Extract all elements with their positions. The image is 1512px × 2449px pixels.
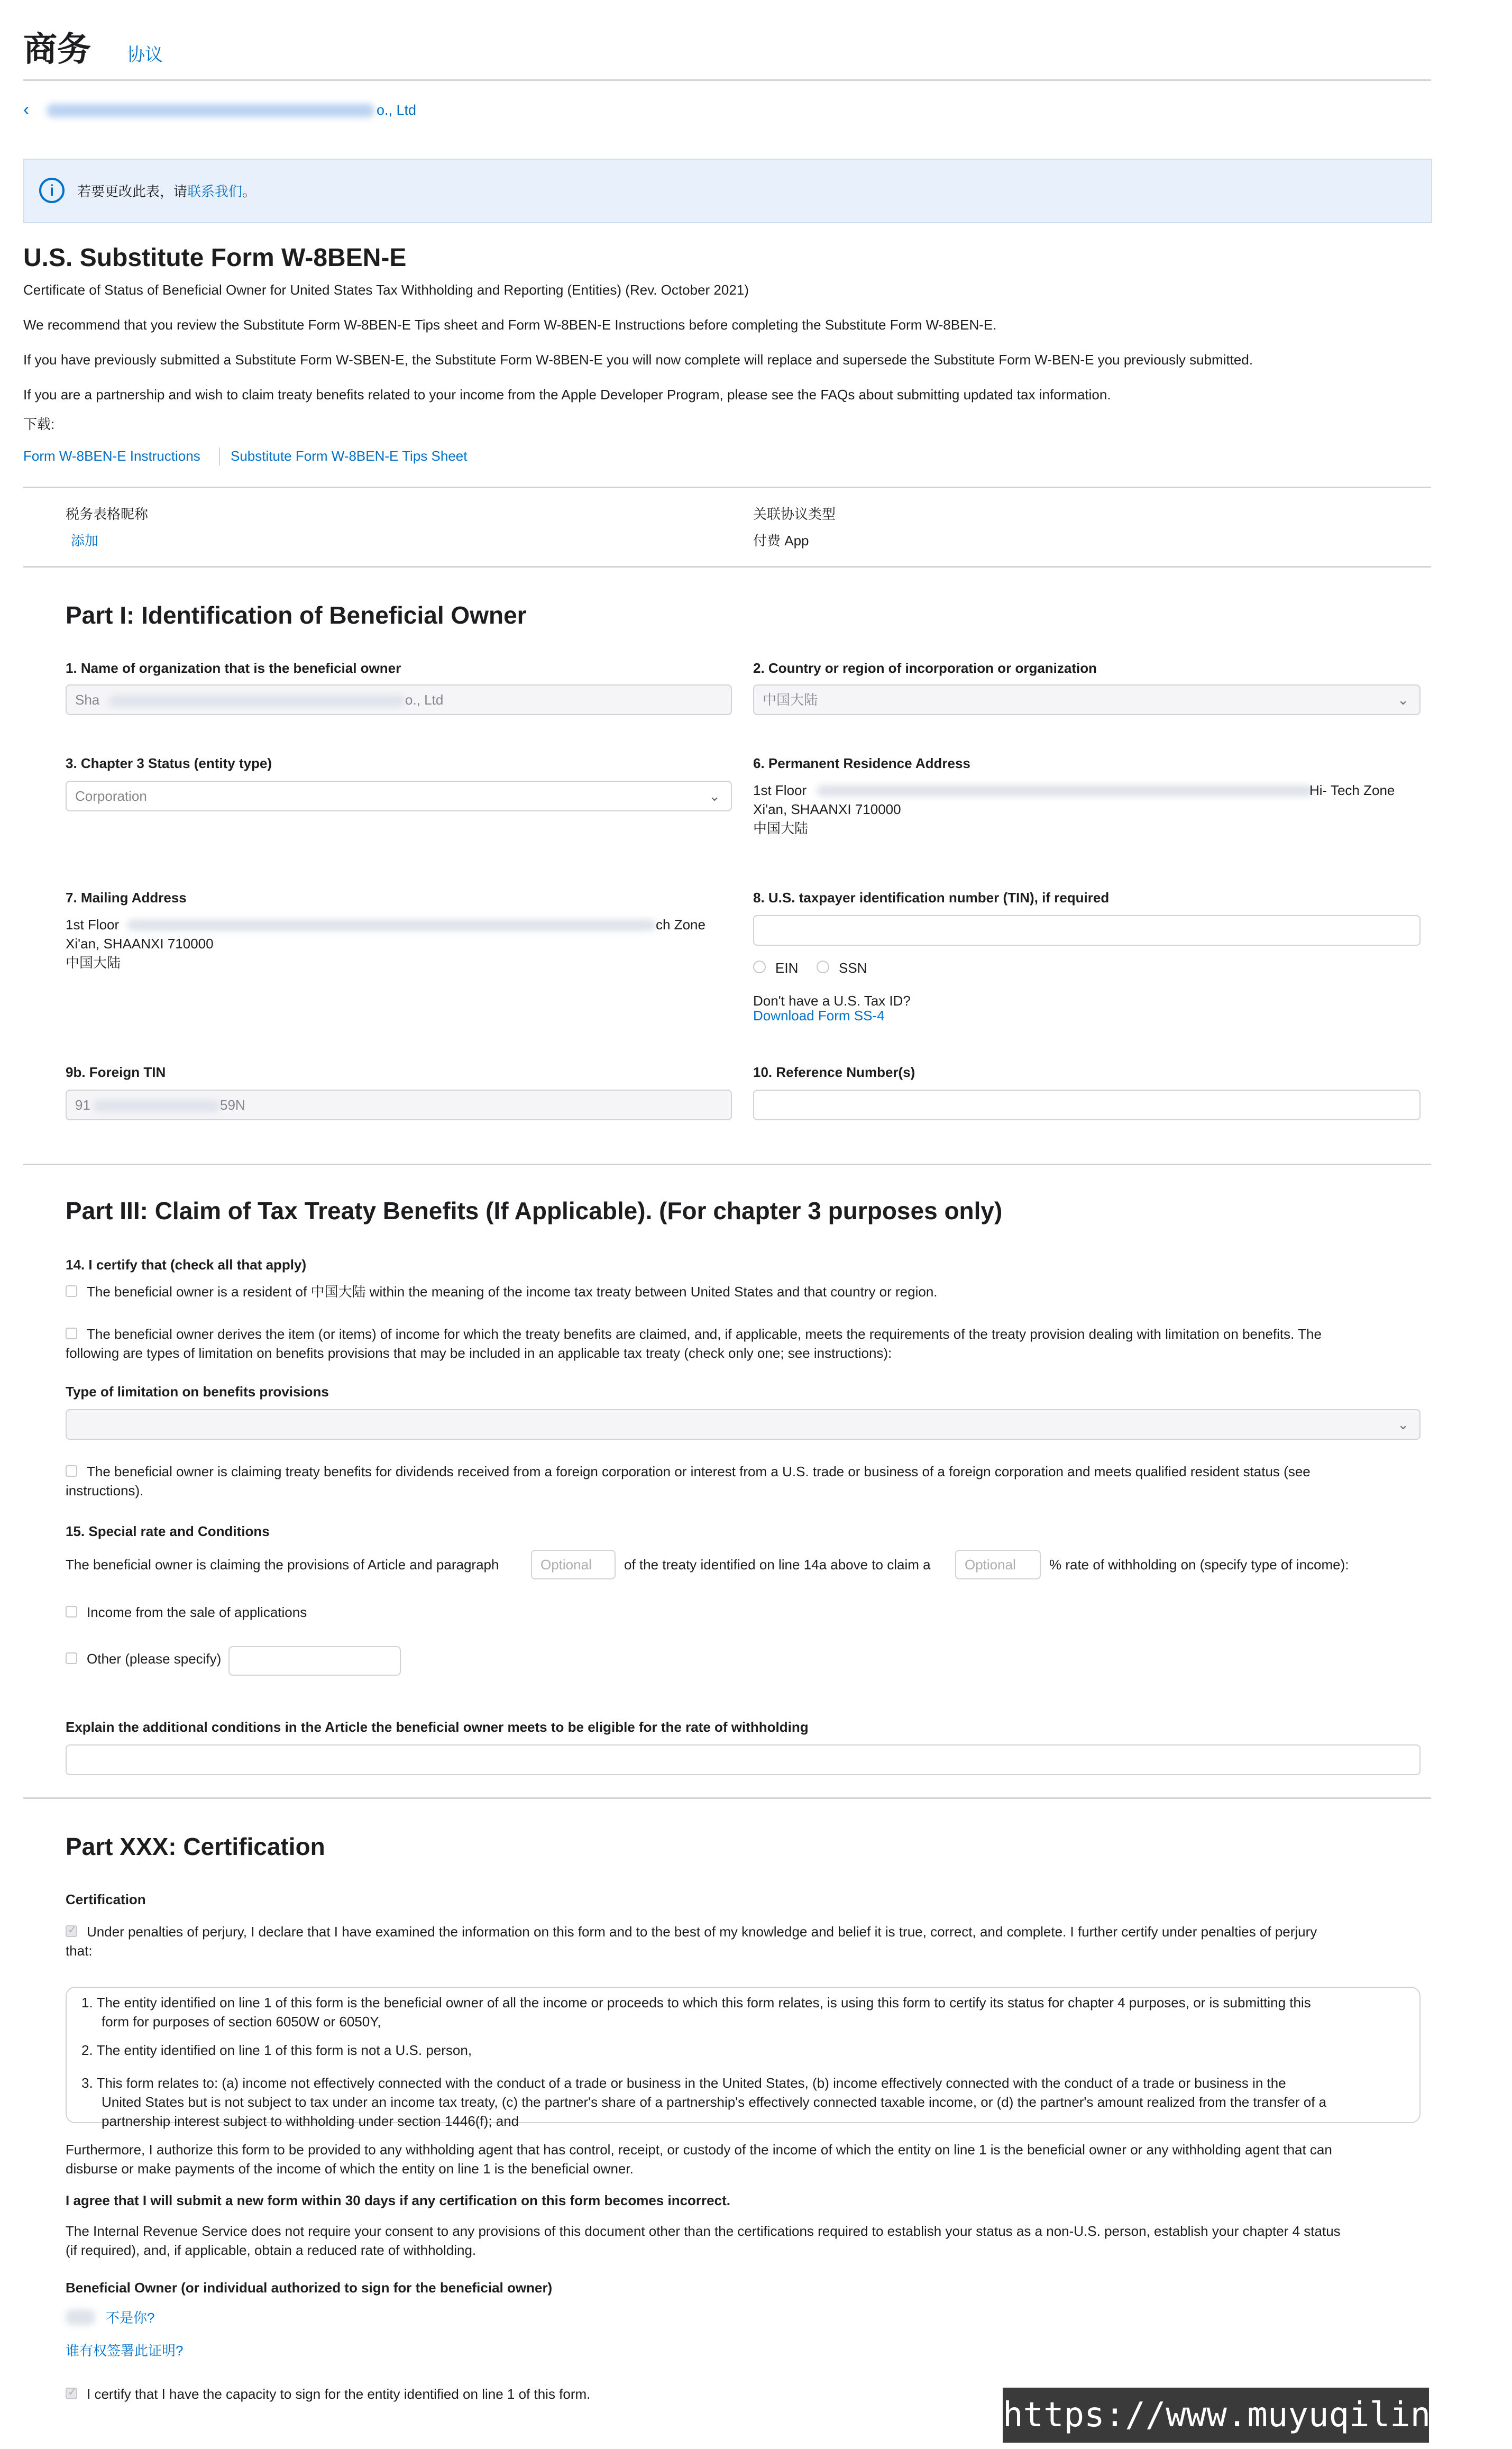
divider [23,1797,1431,1799]
redacted-address [127,919,656,931]
certification-label: Certification [66,1891,146,1907]
chevron-down-icon: ⌄ [1397,692,1409,708]
nickname-label: 税务表格昵称 [66,506,149,522]
permanent-address: 1st Floor Hi- Tech Zone Xi'an, SHAANXI 710000 中国大陆 [753,782,1395,836]
partxxx-title: Part XXX: Certification [66,1833,325,1860]
form-subtitle: Certificate of Status of Beneficial Owner for United States Tax Withholding and Reporting (Entities) (Rev. October 2021) [23,282,749,298]
country-select[interactable]: 中国大陆 ⌄ [753,684,1421,715]
reference-number-input[interactable] [753,1090,1421,1120]
redacted-value [93,1100,220,1112]
q15-text-part3: % rate of withholding on (specify type of income): [1049,1557,1349,1573]
ein-radio[interactable] [753,961,766,973]
irs-text-line1: The Internal Revenue Service does not require your consent to any provisions of this document other than the certifications required to establish your status as a non-U.S. person, establish your chapter 4 status [66,2223,1341,2239]
info-banner [23,159,1432,223]
furthermore-line1: Furthermore, I authorize this form to be provided to any withholding agent that has control, receipt, or custody of the income of which the entity on line 1 is the beneficial owner or any withholding agent that can [66,2142,1332,2158]
download-tips-link[interactable]: Substitute Form W-8BEN-E Tips Sheet [231,448,468,464]
add-nickname-link[interactable]: 添加 [71,533,99,549]
redacted-name [47,104,374,117]
other-checkbox[interactable] [66,1652,77,1664]
cert-item-2: 2. The entity identified on line 1 of this form is not a U.S. person, [81,2042,472,2058]
divider [23,487,1431,488]
cert-item-3: 3. This form relates to: (a) income not effectively connected with the conduct of a trade or business in the United States, (b) income effectively connected with the conduct of a trade or business in the United States but is not subject to tax under an income tax treaty, (c) the partner's share of a partnership's effectively connected taxable income, or (d) the partner's amount realized from the transfer of a partnership interest subject to withholding under section 1446(f); and [81,2075,1327,2129]
q14-label: 14. I certify that (check all that apply) [66,1257,307,1273]
chevron-down-icon: ⌄ [1397,1417,1409,1432]
divider [23,566,1431,568]
back-link-label: o., Ltd [377,102,417,118]
other-label: Other (please specify) [87,1651,222,1667]
ein-label: EIN [775,960,799,976]
divider [23,1164,1431,1165]
article-paragraph-input[interactable]: Optional [531,1550,616,1579]
q15-text-part2: of the treaty identified on line 14a above to claim a [624,1557,931,1573]
tin-input[interactable] [753,915,1421,946]
foreign-tin-field: 91 59N [66,1090,732,1120]
lob-text-line1: The beneficial owner derives the item (or items) of income for which the treaty benefits are claimed, and, if applicable, meets the requirements of the treaty provision dealing with limitation on benefits. The [87,1326,1322,1342]
cert-item-1: 1. The entity identified on line 1 of this form is the beneficial owner of all the income or proceeds to which this form relates, is using this form to certify its status for chapter 4 purposes, or is submitting this form for purposes of section 6050W or 6050Y, [81,1995,1311,2030]
info-icon: i [39,178,65,203]
intro-para-2: If you have previously submitted a Substitute Form W-SBEN-E, the Substitute Form W-8BEN-E you will now complete will replace and supersede the Substitute Form W-BEN-E you previously submitted. [23,352,1253,368]
intro-para-3: If you are a partnership and wish to claim treaty benefits related to your income from the Apple Developer Program, please see the FAQs about submitting updated tax information. [23,387,1111,403]
beneficial-owner-label: Beneficial Owner (or individual authorized to sign for the beneficial owner) [66,2280,553,2296]
no-tax-id-text: Don't have a U.S. Tax ID? [753,993,911,1009]
watermark: https://www.muyuqilin.com [1003,2388,1429,2443]
divider [219,447,220,465]
field7-label: 7. Mailing Address [66,890,187,906]
qualified-resident-text-line1: The beneficial owner is claiming treaty benefits for dividends received from a foreign corporation or interest from a U.S. trade or business of a foreign corporation and meets qualified resident status (see [87,1464,1311,1479]
ssn-label: SSN [839,960,867,976]
field2-label: 2. Country or region of incorporation or organization [753,660,1097,676]
not-you-link[interactable]: 不是你? [106,2310,155,2326]
other-specify-input[interactable] [228,1646,401,1676]
download-instructions-link[interactable]: Form W-8BEN-E Instructions [23,448,200,464]
q15-text-part1: The beneficial owner is claiming the provisions of Article and paragraph [66,1557,499,1573]
furthermore-line2: disburse or make payments of the income of which the entity on line 1 is the beneficial owner. [66,2161,634,2177]
field9b-label: 9b. Foreign TIN [66,1064,166,1080]
field8-label: 8. U.S. taxpayer identification number (TIN), if required [753,890,1110,906]
entity-type-select[interactable]: Corporation ⌄ [66,781,732,811]
treaty-resident-checkbox[interactable] [66,1285,77,1297]
ssn-radio[interactable] [817,961,829,973]
info-text: 若要更改此表，请联系我们。 [77,184,256,199]
divider [23,79,1431,81]
perjury-checkbox[interactable] [66,1925,77,1937]
page-title: 商务 [23,30,91,68]
agreement-type-value: 付费 App [753,533,809,549]
q15-label: 15. Special rate and Conditions [66,1523,270,1539]
income-sale-checkbox[interactable] [66,1606,77,1618]
perjury-text-line2: that: [66,1943,93,1959]
redacted-address [817,785,1314,797]
rate-input[interactable]: Optional [955,1550,1041,1579]
treaty-resident-text: The beneficial owner is a resident of 中国大陆 within the meaning of the income tax treaty between United States and that country or region. [87,1284,938,1300]
download-ss4-link[interactable]: Download Form SS-4 [753,1008,885,1024]
perjury-text-line1: Under penalties of perjury, I declare that I have examined the information on this form and to the best of my knowledge and belief it is true, correct, and complete. I further certify under penalties of perjury [87,1924,1317,1940]
agreement-type-label: 关联协议类型 [753,506,836,522]
redacted-value [109,695,405,707]
field6-label: 6. Permanent Residence Address [753,755,970,771]
capacity-text: I certify that I have the capacity to sign for the entity identified on line 1 of this form. [87,2386,591,2402]
lob-text-line2: following are types of limitation on benefits provisions that may be included in an applicable tax treaty (check only one; see instructions): [66,1345,892,1361]
explain-input[interactable] [66,1744,1421,1775]
income-sale-label: Income from the sale of applications [87,1604,307,1620]
intro-para-1: We recommend that you review the Substitute Form W-8BEN-E Tips sheet and Form W-8BEN-E Instructions before completing the Substitute Form W-8BEN-E. [23,317,997,333]
field1-label: 1. Name of organization that is the beneficial owner [66,660,401,676]
part3-title: Part III: Claim of Tax Treaty Benefits (If Applicable). (For chapter 3 purposes only) [66,1197,1003,1224]
back-link[interactable] [23,100,425,122]
downloads-label: 下载: [23,416,55,432]
qualified-resident-checkbox[interactable] [66,1465,77,1477]
qualified-resident-text-line2: instructions). [66,1483,144,1498]
form-title: U.S. Substitute Form W-8BEN-E [23,244,407,272]
tab-agreements[interactable]: 协议 [127,45,163,65]
lob-checkbox[interactable] [66,1328,77,1339]
contact-us-link[interactable]: 联系我们 [187,184,243,199]
lob-type-label: Type of limitation on benefits provisions [66,1384,329,1400]
explain-label: Explain the additional conditions in the Article the beneficial owner meets to be eligible for the rate of withholding [66,1719,809,1735]
chevron-left-icon: ‹ [23,99,30,120]
certification-list[interactable] [66,1987,1421,2129]
capacity-checkbox[interactable] [66,2388,77,2399]
chevron-down-icon: ⌄ [709,788,720,804]
mailing-address: 1st Floor ch Zone Xi'an, SHAANXI 710000 中国大陆 [66,917,705,971]
irs-text-line2: (if required), and, if applicable, obtain a reduced rate of withholding. [66,2242,476,2258]
lob-type-select[interactable] [66,1409,1421,1440]
who-can-sign-link[interactable]: 谁有权签署此证明? [66,2343,184,2359]
part1-title: Part I: Identification of Beneficial Owner [66,601,527,629]
field10-label: 10. Reference Number(s) [753,1064,915,1080]
redacted-signer-name [66,2309,95,2325]
field3-label: 3. Chapter 3 Status (entity type) [66,755,272,771]
agree-text: I agree that I will submit a new form within 30 days if any certification on this form becomes incorrect. [66,2192,730,2208]
org-name-field: Sha o., Ltd [66,684,732,715]
